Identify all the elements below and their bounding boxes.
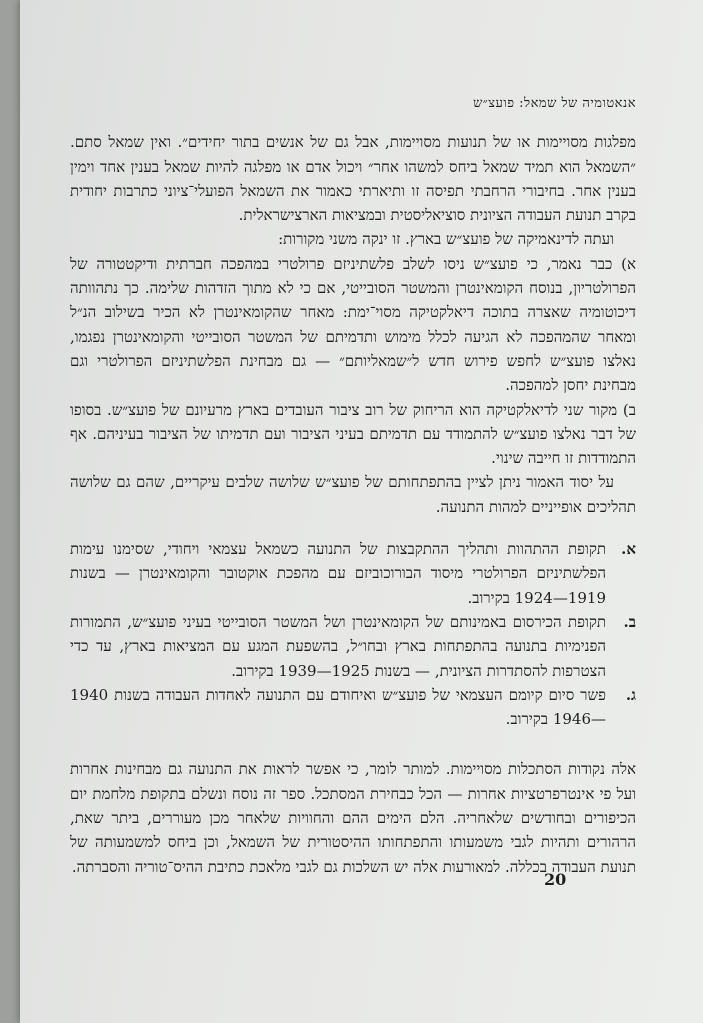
book-page [20,0,703,1023]
list-item-text: תקופת הכירסום באמינותם של הקומאינטרן ושל המשטר הסובייטי בעיני פועצ״ש, התמורות הפנימיות בתנועה בהתפתחות בארץ ובחו״ל, בהשפעת המגע עם המציאות בארץ, עד כדי הצטרפות להסתדרות הציונית, — בשנות 1925—1939 בקירוב. [70,612,606,680]
paragraph-stages-intro: על יסוד האמור ניתן לציין בהתפתחותם של פועצ״ש שלושה שלבים עיקריים, שהם גם שלושה תהליכים אופייניים למהות התנועה. [70,473,636,516]
running-header: אנאטומיה של שמאל: פועצ״ש [473,96,636,111]
list-item-text: תקופת ההתהוות ותהליך ההתקבצות של התנועה כשמאל עצמאי ויחודי, שסימנו עימות הפלשתיניזם הפרולטרי מיסוד הבורוכוביזם עם מהפכת אוקטובר והקומאינטרן — בשנות 1919—1924 בקירוב. [70,540,606,607]
paragraph-source-b: ב) מקור שני לדיאלקטיקה הוא הריחוק של רוב ציבור העובדים בארץ מרעיונם של פועצ״ש. בסופו של דבר נאלצו פועצ״ש להתמודד עם תדמיתם בעיני הציבור ועם תדמיתו של הציבור בעיניהם. אף התמודדות זו חייבה שינוי. [70,400,636,468]
paragraph-intro: מפלגות מסויימות או של תנועות מסויימות, אבל גם של אנשים בתור יחידים״. ואין שמאל סתם. ״השמאל הוא תמיד שמאל ביחס למשהו אחר״ ויכול אדם או מפלגה להיות שמאל בענין אחד וימין בענין אחר. בחיבורי הרחבתי תפיסה זו ותיארתי כאמור את השמאל הפועלי־ציוני כתרבות יחודית בקרב תנועת העבודה הציונית סוציאליסטית ובמציאות הארצישראלית. [70,133,636,225]
list-marker: ב. [623,612,636,631]
list-item [70,610,636,683]
list-item-text: פשר סיום קיומם העצמאי של פועצ״ש ואיחודם עם התנועה לאחדות העבודה בשנות 1940—1946 בקירוב. [70,685,606,729]
list-item [70,537,636,610]
paragraph-dynamics: ועתה לדינאמיקה של פועצ״ש בארץ. זו ינקה משני מקורות: [278,230,614,249]
list-marker: א. [621,540,636,559]
stages-list [70,537,636,731]
list-item [70,683,636,732]
page-number: 20 [544,870,567,889]
page-content [70,92,636,879]
list-marker: ג. [625,685,636,704]
paragraph-closing: אלה נקודות הסתכלות מסויימות. למותר לומר, כי אפשר לראות את התנועה גם מבחינות אחרות ועל פי אינטרפרטציות אחרות — הכל כבחירת המסתכל. ספר זה נוסח ונשלם בתקופת מלחמת יום הכיפורים ובחודשים שלאחריה. הלם הימים ההם והחוויות שלאחר מכן מעוררים, ביתר שאת, הרהורים ותהיות לגבי משמעותו והתפתחותו ההיסטורית של השמאל, וכן ביחס למשמעותה של תנועת העבודה בכללה. למאורעות אלה יש השלכות גם לגבי מלאכת כתיבת ההיס־טוריה והסברתה. [70,760,636,876]
paragraph-source-a: א) כבר נאמר, כי פועצ״ש ניסו לשלב פלשתיניזם פרולטרי במהפכה חברתית ודיקטטורה של הפרולטריון, בנוסח הקומאינטרן והמשטר הסובייטי, אם כי לא מתוך הזדהות שלימה. כך נתהוותה דיכוטומיה שאצרה בתוכה דיאלקטיקה מסוי־ימת: מאחר שהקומאינטרן לא הכיר בשילוב הנ״ל ומאחר שהמהפכה לא הגיעה לכלל מימוש ותדמיתם של המשטר הסובייטי והקומאינטרן נפגמו, נאלצו פועצ״ש לחפש פירוש חדש ל״שמאליותם״ — גם מבחינת הפלשתיניזם הפרולטרי וגם מבחינת יחסן למהפכה. [70,254,636,395]
